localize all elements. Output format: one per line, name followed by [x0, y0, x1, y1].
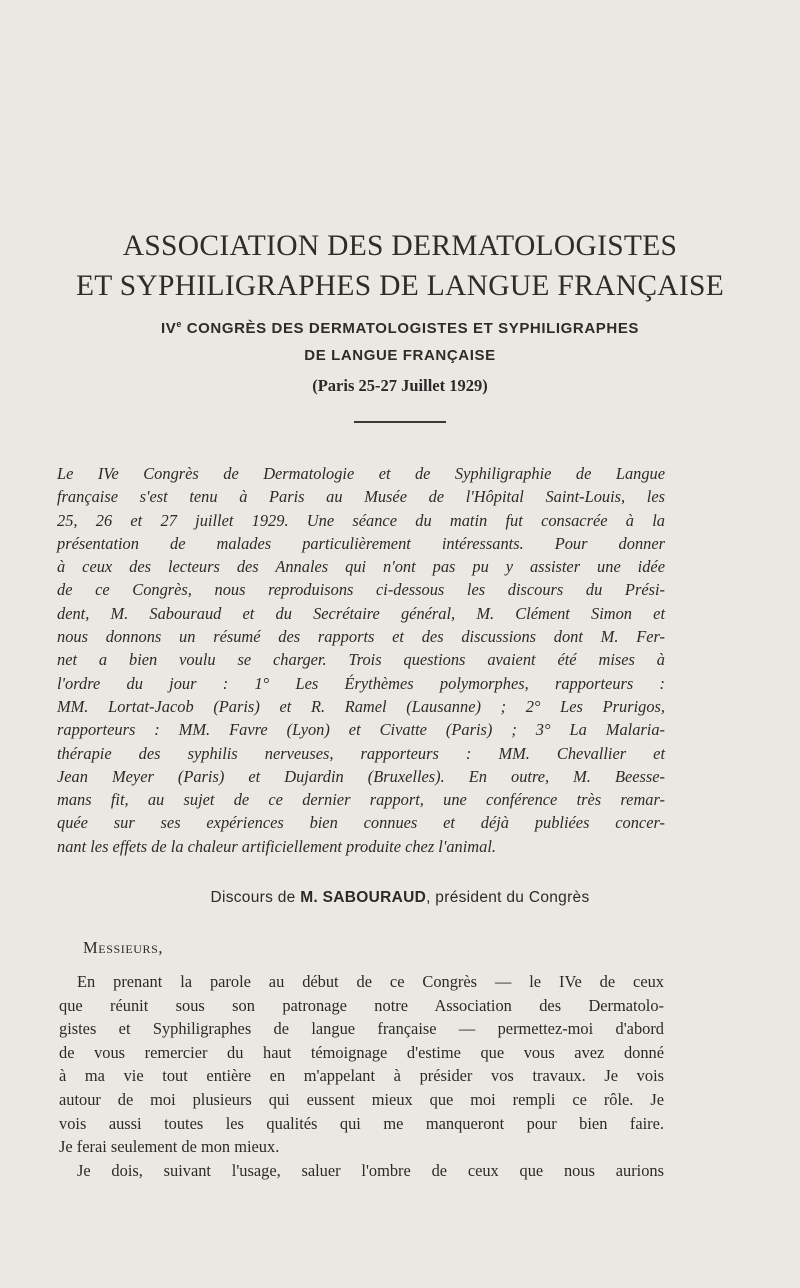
intro-line: quée sur ses expériences bien connues et déjà publiées concer- — [57, 813, 665, 833]
intro-line: MM. Lortat-Jacob (Paris) et R. Ramel (Lausanne) ; 2° Les Prurigos, — [57, 696, 665, 716]
speech-heading-name: M. SABOURAUD — [300, 889, 427, 906]
speech-line: autour de moi plusieurs qui eussent mieux que moi rempli ce rôle. Je — [59, 1089, 664, 1109]
speech-line: que réunit sous son patronage notre Association des Dermatolo- — [59, 995, 664, 1015]
intro-line: rapporteurs : MM. Favre (Lyon) et Civatte (Paris) ; 3° La Malaria- — [57, 720, 665, 740]
intro-line: l'ordre du jour : 1° Les Érythèmes polymorphes, rapporteurs : — [57, 673, 665, 693]
section-divider — [354, 421, 446, 423]
speech-line: Je dois, suivant l'usage, saluer l'ombre de ceux que nous aurions — [77, 1160, 664, 1180]
speech-line: vois aussi toutes les qualités qui me manqueront pour bien faire. — [59, 1113, 664, 1133]
intro-line: à ceux des lecteurs des Annales qui n'ont pas pu y assister une idée — [57, 557, 665, 577]
intro-line: mans fit, au sujet de ce dernier rapport, une conférence très remar- — [57, 790, 665, 810]
association-title-line-1: ASSOCIATION DES DERMATOLOGISTES — [122, 230, 678, 262]
intro-line: 25, 26 et 27 juillet 1929. Une séance du matin fut consacrée à la — [57, 510, 665, 530]
intro-line: nant les effets de la chaleur artificiellement produite chez l'animal. — [57, 836, 496, 856]
intro-line: net a bien voulu se charger. Trois questions avaient été mises à — [57, 650, 665, 670]
speech-body — [59, 970, 664, 1182]
intro-line: thérapie des syphilis nerveuses, rapporteurs : MM. Chevallier et — [57, 743, 665, 763]
intro-line: Jean Meyer (Paris) et Dujardin (Bruxelles). En outre, M. Beesse- — [57, 766, 665, 786]
congress-dates: (Paris 25-27 Juillet 1929) — [312, 376, 488, 395]
intro-line: de ce Congrès, nous reproduisons ci-dessous les discours du Prési- — [57, 580, 665, 600]
intro-line: nous donnons un résumé des rapports et des discussions dont M. Fer- — [57, 627, 665, 647]
speech-heading-suffix: , président du Congrès — [426, 889, 590, 906]
congress-title-line-2: DE LANGUE FRANÇAISE — [304, 347, 496, 364]
speech-line: En prenant la parole au début de ce Congrès — le IVe de ceux — [77, 972, 664, 991]
association-title-line-2: ET SYPHILIGRAPHES DE LANGUE FRANÇAISE — [75, 270, 725, 302]
speech-heading-prefix: Discours de — [210, 889, 301, 906]
congress-superscript: e — [176, 319, 182, 329]
speech-line: Je ferai seulement de mon mieux. — [59, 1137, 280, 1157]
intro-line: présentation de malades particulièrement intéressants. Pour donner — [57, 533, 665, 553]
speech-line: gistes et Syphiligraphes de langue française — permettez-moi d'abord — [59, 1019, 664, 1039]
salutation: Messieurs, — [83, 938, 164, 957]
intro-line: dent, M. Sabouraud et du Secrétaire général, M. Clément Simon et — [57, 603, 665, 623]
speech-heading — [40, 889, 760, 907]
congress-roman-numeral: IV — [160, 320, 177, 337]
intro-line: Le IVe Congrès de Dermatologie et de Syphiligraphie de Langue — [57, 464, 665, 483]
intro-paragraph — [57, 462, 665, 858]
speech-line: de vous remercier du haut témoignage d'estime que vous avez donné — [59, 1042, 664, 1062]
congress-title-rest: CONGRÈS DES DERMATOLOGISTES ET SYPHILIGRAPHES — [181, 320, 640, 337]
congress-title-line-1 — [40, 320, 760, 337]
intro-line: française s'est tenu à Paris au Musée de l'Hôpital Saint-Louis, les — [57, 487, 665, 507]
speech-line: à ma vie tout entière en m'appelant à présider vos travaux. Je vois — [59, 1066, 664, 1086]
